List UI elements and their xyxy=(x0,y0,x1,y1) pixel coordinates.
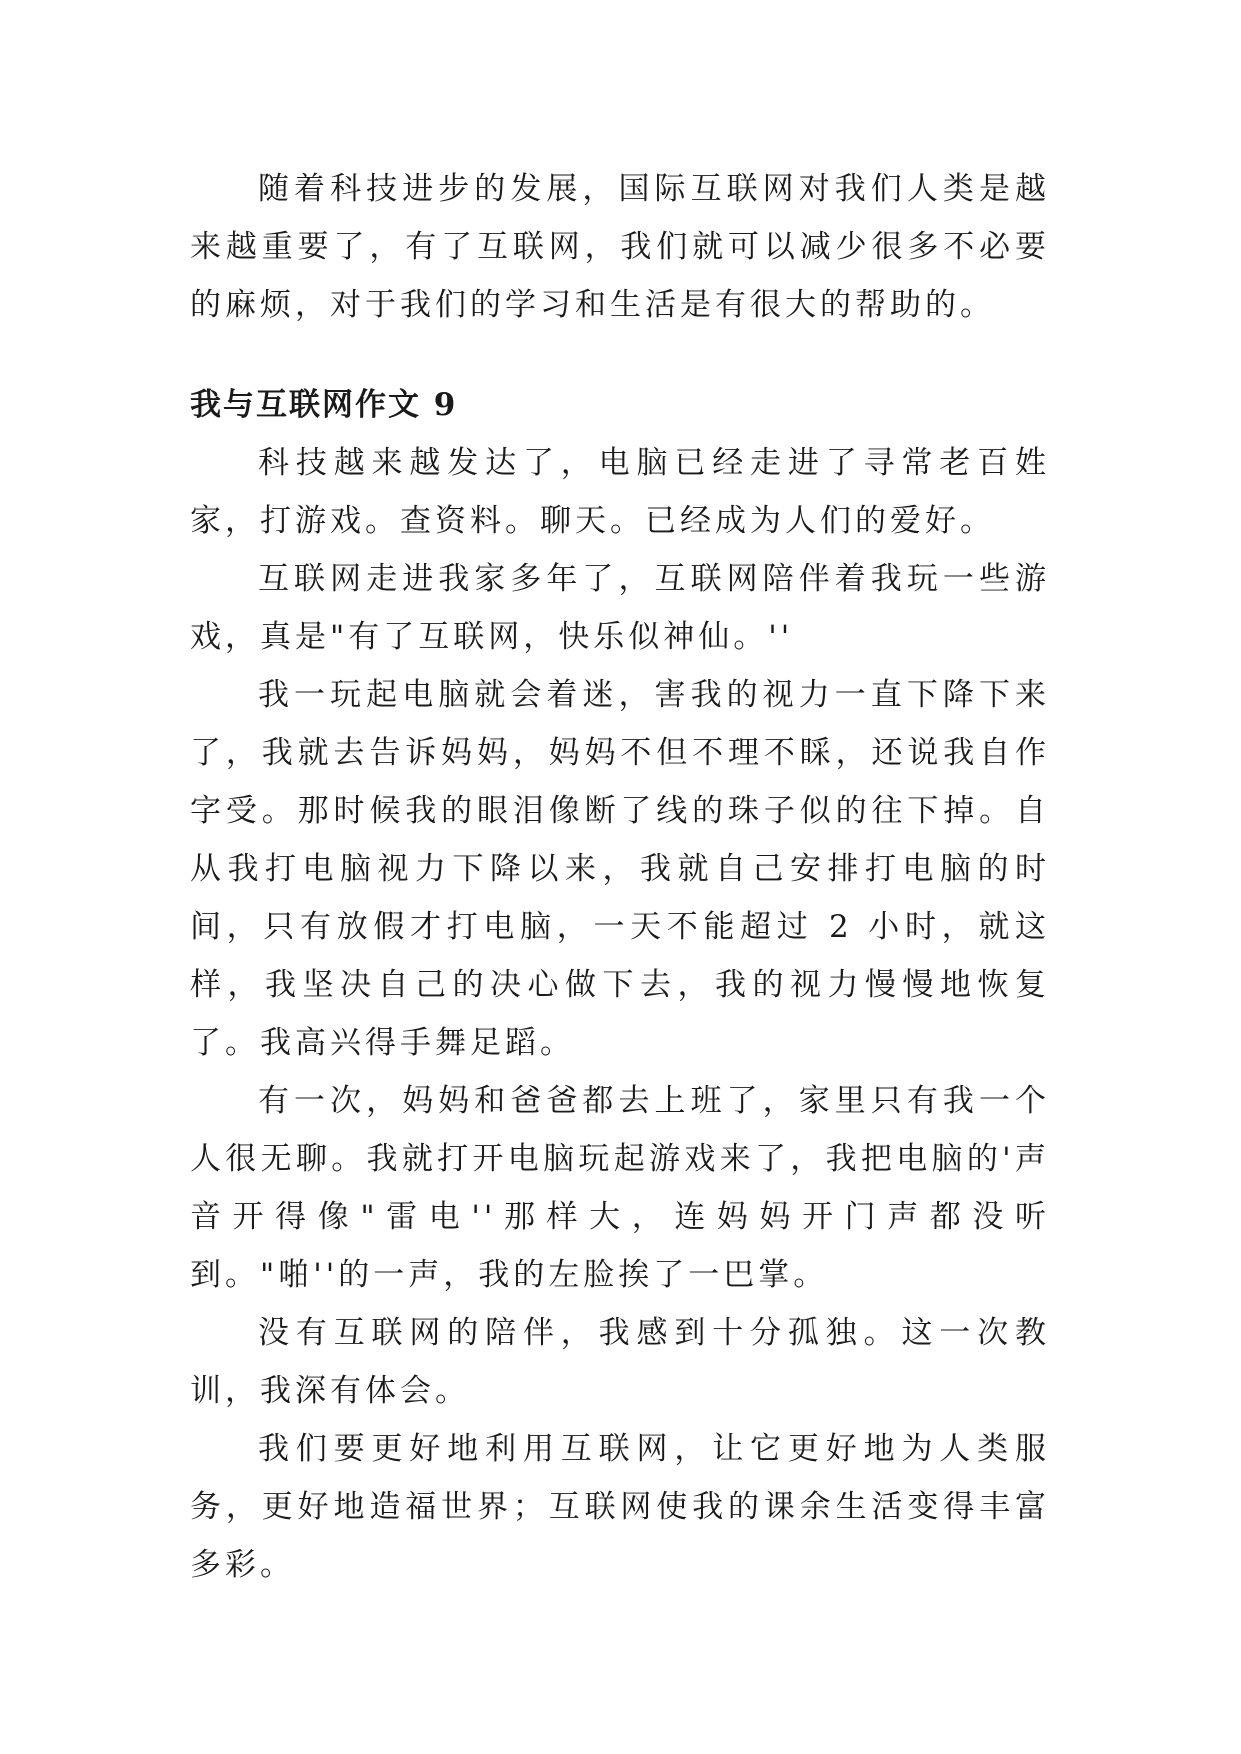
essay-paragraph: 我们要更好地利用互联网，让它更好地为人类服务，更好地造福世界；互联网使我的课余生活变得丰富多彩。 xyxy=(190,1431,1050,1583)
essay-title: 我与互联网作文 9 xyxy=(190,387,458,423)
essay-paragraph: 有一次，妈妈和爸爸都去上班了，家里只有我一个人很无聊。我就打开电脑玩起游戏来了，我把电脑的'声音开得像"雷电''那样大，连妈妈开门声都没听到。"啪''的一声，我的左脸挨了一巴掌。 xyxy=(190,1083,1050,1293)
essay-paragraph: 互联网走进我家多年了，互联网陪伴着我玩一些游戏，真是"有了互联网，快乐似神仙。'' xyxy=(190,561,1050,655)
intro-paragraph: 随着科技进步的发展，国际互联网对我们人类是越来越重要了，有了互联网，我们就可以减少很多不必要的麻烦，对于我们的学习和生活是有很大的帮助的。 xyxy=(190,171,1050,323)
essay-paragraph: 我一玩起电脑就会着迷，害我的视力一直下降下来了，我就去告诉妈妈，妈妈不但不理不睬，还说我自作字受。那时候我的眼泪像断了线的珠子似的往下掉。自从我打电脑视力下降以来，我就自己安排打电脑的时间，只有放假才打电脑，一天不能超过 2 小时，就这样，我坚决自己的决心做下去，我的视力慢慢地恢复了。我高兴得手舞足蹈。 xyxy=(190,677,1050,1061)
document-body xyxy=(190,160,1050,1594)
essay-paragraph: 没有互联网的陪伴，我感到十分孤独。这一次教训，我深有体会。 xyxy=(190,1315,1050,1409)
essay-paragraph: 科技越来越发达了，电脑已经走进了寻常老百姓家，打游戏。查资料。聊天。已经成为人们的爱好。 xyxy=(190,445,1050,539)
